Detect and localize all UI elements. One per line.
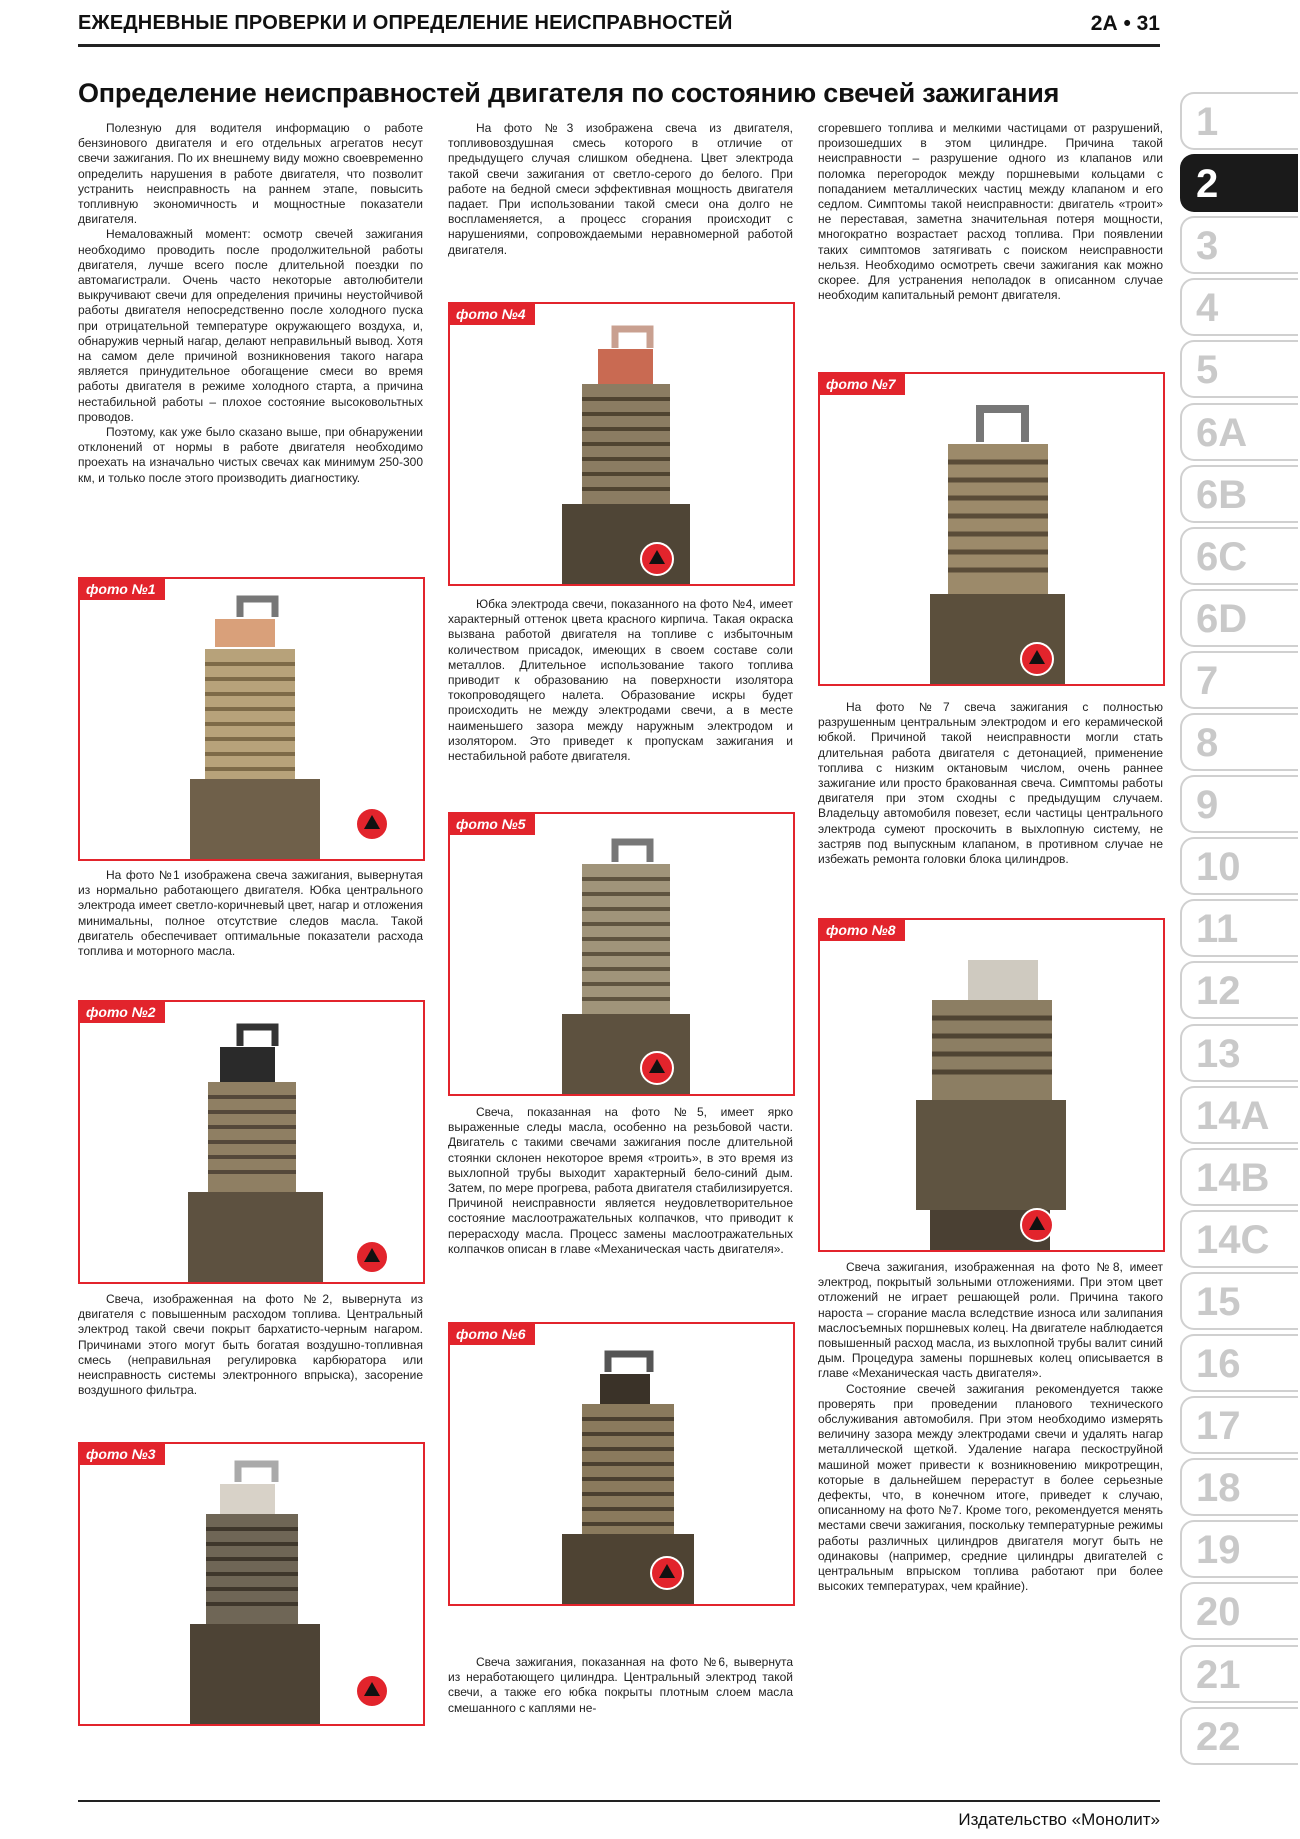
photo-label: фото №4 xyxy=(450,304,535,325)
photo-1-caption xyxy=(78,868,423,959)
publisher-logo-icon xyxy=(640,542,674,576)
publisher-footer: Издательство «Монолит» xyxy=(958,1810,1160,1829)
photo-4 xyxy=(448,302,795,586)
chapter-tab-label: 12 xyxy=(1196,969,1241,1014)
chapter-tab-13[interactable] xyxy=(1180,1024,1298,1082)
paragraph: сгоревшего топлива и мелкими частицами от разрушений, произошедших в этом цилиндре. Причина такой неисправности – разрушение одного из клапанов или поломка перегородок между поршневыми кольцами с попаданием металлических частиц между клапаном и его седлом. Симптомы такой неисправности: двигатель «троит» не переставая, заметна значительная потеря мощности, многократно возрастает расход топлива. При появлении таких симптомов затягивать с поиском неисправности нельзя. Необходимо осмотреть свечи зажигания как можно скорее. Для устранения неполадок в описанном случае необходим капитальный ремонт двигателя. xyxy=(818,121,1163,303)
publisher-logo-icon xyxy=(355,807,389,841)
photo-1 xyxy=(78,577,425,861)
chapter-tab-6d[interactable] xyxy=(1180,589,1298,647)
chapter-tab-20[interactable] xyxy=(1180,1582,1298,1640)
chapter-tab-12[interactable] xyxy=(1180,961,1298,1019)
photo-7-caption xyxy=(818,700,1163,867)
chapter-tab-14b[interactable] xyxy=(1180,1148,1298,1206)
spark-plug-image xyxy=(450,814,793,1094)
photo-label: фото №5 xyxy=(450,814,535,835)
chapter-tab-label: 14B xyxy=(1196,1155,1270,1200)
spark-plug-image xyxy=(450,1324,793,1604)
photo-2-caption xyxy=(78,1292,423,1398)
chapter-tab-8[interactable] xyxy=(1180,713,1298,771)
page-number: 2А • 31 xyxy=(1090,12,1160,35)
paragraph: Поэтому, как уже было сказано выше, при обнаружении отклонений от нормы в работе двигателя необходимо проехать на изначально чистых свечах как минимум 250-300 км, и только после этого производить диагностику. xyxy=(78,425,423,485)
chapter-tab-label: 9 xyxy=(1196,783,1219,828)
chapter-tab-14c[interactable] xyxy=(1180,1210,1298,1268)
chapter-tab-label: 20 xyxy=(1196,1590,1241,1635)
chapter-tab-label: 1 xyxy=(1196,100,1219,144)
column-3-intro xyxy=(818,121,1163,303)
chapter-tab-3[interactable] xyxy=(1180,216,1298,274)
chapter-tab-15[interactable] xyxy=(1180,1272,1298,1330)
chapter-tab-5[interactable] xyxy=(1180,340,1298,398)
spark-plug-image xyxy=(820,920,1163,1250)
chapter-tab-21[interactable] xyxy=(1180,1645,1298,1703)
chapter-tab-label: 2 xyxy=(1196,162,1219,207)
chapter-tab-label: 8 xyxy=(1196,721,1219,765)
chapter-tab-6c[interactable] xyxy=(1180,527,1298,585)
photo-7 xyxy=(818,372,1165,686)
chapter-tab-label: 3 xyxy=(1196,224,1219,269)
spark-plug-image xyxy=(450,304,793,584)
chapter-tab-label: 18 xyxy=(1196,1466,1241,1511)
chapter-tab-label: 6D xyxy=(1196,596,1248,641)
chapter-tab-19[interactable] xyxy=(1180,1520,1298,1578)
publisher-logo-icon xyxy=(1020,1208,1054,1242)
running-header xyxy=(78,8,1160,47)
column-2-intro xyxy=(448,121,793,258)
paragraph: Немаловажный момент: осмотр свечей зажигания необходимо проводить после продолжительной работы двигателя, лучше всего после длительной поездки по автомагистрали. Очень часто некоторые автолюбители выкручивают свечи для определения причины неустойчивой работы двигателя непосредственно после холодного пуска при отрицательной температуре окружающего воздуха, и, обнаружив черный нагар, делают неправильный вывод. Хотя на самом деле причиной возникновения такого нагара является принудительное обогащение смеси во время работы двигателя в режиме холодного старта, а причина нестабильной работы – плохое состояние высоковольтных проводов. xyxy=(78,227,423,424)
chapter-tab-label: 6C xyxy=(1196,534,1248,579)
chapter-tab-label: 22 xyxy=(1196,1714,1241,1759)
chapter-tab-14a[interactable] xyxy=(1180,1086,1298,1144)
chapter-tab-10[interactable] xyxy=(1180,837,1298,895)
chapter-tab-4[interactable] xyxy=(1180,278,1298,336)
paragraph: На фото №1 изображена свеча зажигания, вывернутая из нормально работающего двигателя. Юбка центрального электрода имеет светло-коричневый цвет, нагар и отложения минимальны, полное отсутствие следов масла. Такой двигатель обеспечивает оптимальные показатели расхода топлива и моторного масла. xyxy=(78,868,423,959)
chapter-tab-2[interactable] xyxy=(1180,154,1298,212)
publisher-logo-icon xyxy=(355,1240,389,1274)
spark-plug-image xyxy=(820,374,1163,684)
photo-6 xyxy=(448,1322,795,1606)
publisher-logo-icon xyxy=(640,1051,674,1085)
chapter-tab-label: 5 xyxy=(1196,348,1219,393)
chapter-tab-11[interactable] xyxy=(1180,899,1298,957)
photo-3 xyxy=(78,1442,425,1726)
chapter-tab-1[interactable] xyxy=(1180,92,1298,150)
photo-label: фото №2 xyxy=(80,1002,165,1023)
photo-2 xyxy=(78,1000,425,1284)
photo-6-caption xyxy=(448,1655,793,1716)
photo-label: фото №1 xyxy=(80,579,165,600)
page-title: Определение неисправностей двигателя по состоянию свечей зажигания xyxy=(78,78,1060,108)
chapter-tab-label: 17 xyxy=(1196,1404,1241,1449)
publisher-logo-icon xyxy=(355,1674,389,1708)
chapter-tab-22[interactable] xyxy=(1180,1707,1298,1765)
chapter-tab-label: 7 xyxy=(1196,658,1219,703)
publisher-logo-icon xyxy=(650,1556,684,1590)
photo-label: фото №6 xyxy=(450,1324,535,1345)
paragraph: Юбка электрода свечи, показанного на фото №4, имеет характерный оттенок цвета красного кирпича. Такая окраска вызвана работой двигателя на топливе с избыточным количеством присадок, имеющих в своем составе соли металлов. Длительное использование такого топлива приводит к образованию на поверхности изолятора токопроводящего налета. Образование искры будет происходить не между электродами свечи, а в месте наименьшего зазора между наружным электродом и изолятором. Это приведет к пропускам зажигания и нестабильной работе двигателя. xyxy=(448,597,793,764)
chapter-tab-6b[interactable] xyxy=(1180,465,1298,523)
footer-rule xyxy=(78,1800,1160,1802)
chapter-tab-label: 13 xyxy=(1196,1031,1241,1076)
paragraph: Полезную для водителя информацию о работе бензинового двигателя и его отдельных агрегатов несут свечи зажигания. По их внешнему виду можно своевременно определить нарушения в работе двигателя, что позволит устранить неисправность на раннем этапе, повысить топливную экономичность и мощностные показатели двигателя. xyxy=(78,121,423,227)
chapter-tab-17[interactable] xyxy=(1180,1396,1298,1454)
section-title: ЕЖЕДНЕВНЫЕ ПРОВЕРКИ И ОПРЕДЕЛЕНИЕ НЕИСПРАВНОСТЕЙ xyxy=(78,12,733,34)
chapter-tab-label: 14A xyxy=(1196,1093,1270,1138)
paragraph: Свеча, изображенная на фото №2, вывернута из двигателя с повышенным расходом топлива. Центральный электрод такой свечи покрыт бархатисто-черным нагаром. Причинами этого могут быть богатая воздушно-топливная смесь (неправильная регулировка карбюратора или неисправность системы электронного впрыска), засорение воздушного фильтра. xyxy=(78,1292,423,1398)
paragraph: Свеча, показанная на фото №5, имеет ярко выраженные следы масла, особенно на резьбовой части. Двигатель с такими свечами зажигания после длительной стоянки склонен некоторое время «троить», в это время из выхлопной трубы выходит характерный бело-синий дым. Затем, по мере прогрева, работа двигателя стабилизируется. Причиной неисправности является неудовлетворительное состояние маслоотражательных колпачков, что приводит к перерасходу масла. Процесс замены маслоотражательных колпачков описан в главе «Механическая часть двигателя». xyxy=(448,1105,793,1256)
paragraph: Свеча зажигания, показанная на фото №6, вывернута из неработающего цилиндра. Центральный электрод такой свечи, а также его юбка покрыты плотным слоем масла смешанного с каплями не- xyxy=(448,1655,793,1715)
paragraph: Свеча зажигания, изображенная на фото №8, имеет электрод, покрытый зольными отложениями. При этом цвет отложений не играет решающей роли. Причина такого нароста – сгорание масла вследствие износа или залипания маслосъемных поршневых колец. На двигателе наблюдается повышенный расход масла, из выхлопной трубы валит синий дым. Процедура замены поршневых колец описывается в главе «Механическая часть двигателя». xyxy=(818,1260,1163,1381)
photo-4-caption xyxy=(448,597,793,764)
photo-8 xyxy=(818,918,1165,1252)
paragraph: На фото №3 изображена свеча из двигателя, топливовоздушная смесь которого в отличие от предыдущего случая слишком обеднена. Цвет электрода такой свечи зажигания от светло-серого до белого. При работе на бедной смеси эффективная мощность двигателя падает. При использовании такой смеси она долго не воспламеняется, а процесс сгорания происходит с нарушениями, сопровождаемыми неравномерной работой двигателя. xyxy=(448,121,793,257)
chapter-tab-label: 16 xyxy=(1196,1342,1241,1386)
chapter-tab-6a[interactable] xyxy=(1180,403,1298,461)
photo-8-caption xyxy=(818,1260,1163,1594)
photo-label: фото №3 xyxy=(80,1444,165,1465)
photo-5 xyxy=(448,812,795,1096)
photo-label: фото №8 xyxy=(820,920,905,941)
publisher-logo-icon xyxy=(1020,642,1054,676)
chapter-tab-label: 4 xyxy=(1196,286,1219,331)
paragraph: На фото №7 свеча зажигания с полностью разрушенным центральным электродом и его керамической юбкой. Причиной такой неисправности могли стать длительная работа двигателя с детонацией, применение топлива с низким октановым числом, очень раннее зажигание или просто бракованная свеча. Симптомы работы двигателя при этом сходны с предыдущим случаем. Владельцу автомобиля повезет, если частицы центрального электрода сумеют проскочить в выхлопную систему, не застряв под выпускным клапаном, в противном случае не избежать ремонта головки блока цилиндров. xyxy=(818,700,1163,867)
chapter-tab-label: 11 xyxy=(1196,907,1239,952)
paragraph: Состояние свечей зажигания рекомендуется также проверять при проведении планового технического обслуживания автомобиля. При этом необходимо измерять величину зазора между электродами свечи и удалять нагар металлической щеткой. Удаление нагара пескоструйной машиной может привести к возникновению микротрещин, которые в дальнейшем перерастут в более серьезные дефекты, что, в конечном итоге, приведет к случаю, описанному на фото №7. Кроме того, рекомендуется менять местами свечи зажигания, поскольку температурные режимы работы различных цилиндров двигателя могут быть не одинаковы (например, средние цилиндры двигателей с центральным впрыском топлива работают при более высоких температурах, чем крайние). xyxy=(818,1381,1163,1594)
chapter-tab-18[interactable] xyxy=(1180,1458,1298,1516)
chapter-tab-16[interactable] xyxy=(1180,1334,1298,1392)
chapter-tab-label: 6B xyxy=(1196,472,1248,517)
photo-5-caption xyxy=(448,1105,793,1257)
chapter-tab-label: 21 xyxy=(1196,1652,1241,1697)
chapter-tab-label: 6A xyxy=(1196,410,1248,455)
photo-label: фото №7 xyxy=(820,374,905,395)
chapter-tab-label: 10 xyxy=(1196,845,1241,890)
column-1-intro xyxy=(78,121,423,486)
chapter-tab-label: 14C xyxy=(1196,1217,1270,1262)
chapter-tab-label: 19 xyxy=(1196,1528,1241,1573)
chapter-tab-9[interactable] xyxy=(1180,775,1298,833)
chapter-tab-label: 15 xyxy=(1196,1279,1241,1324)
chapter-tab-7[interactable] xyxy=(1180,651,1298,709)
